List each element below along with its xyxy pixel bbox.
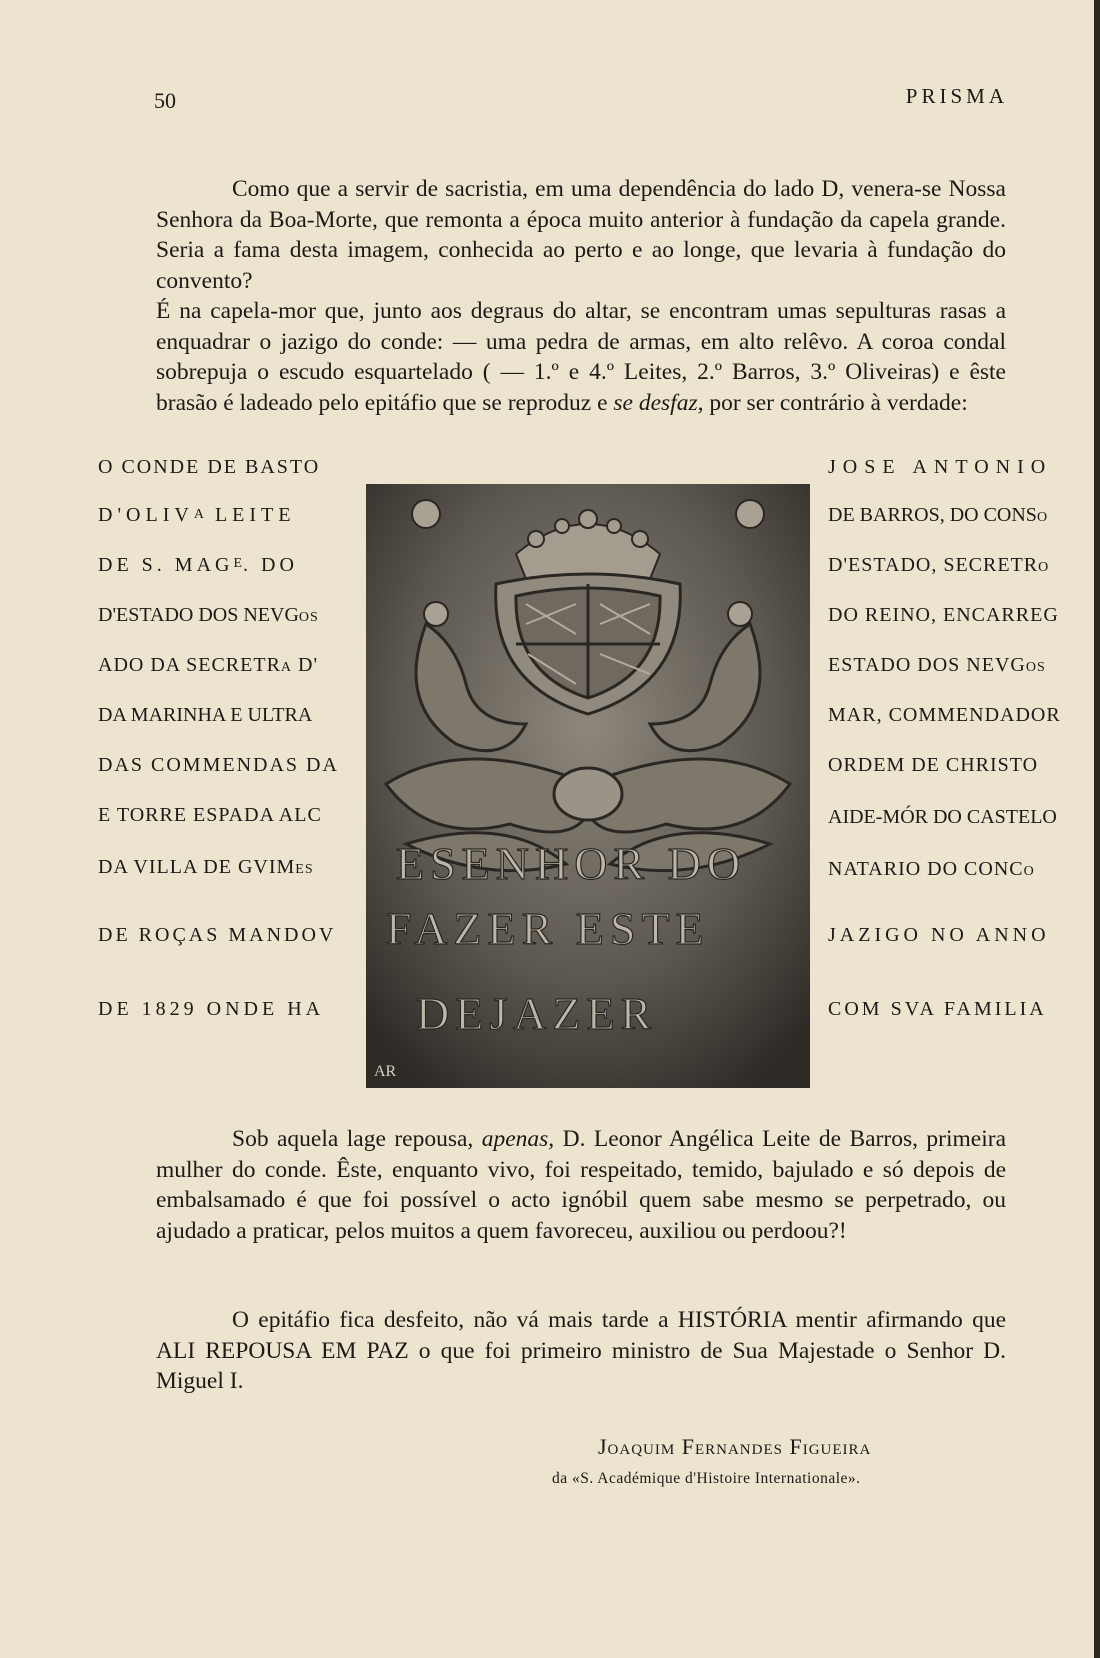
paragraph-4: O epitáfio fica desfeito, não vá mais tarde a HISTÓRIA mentir afirmando que ALI REPOUSA EM PAZ o que foi primeiro ministro de Sua Majestade o Senhor D. Miguel I. <box>156 1307 1006 1394</box>
paragraph-2-end: por ser contrário à verdade: <box>703 389 968 416</box>
page-number: 50 <box>154 88 176 113</box>
epitaph-right-line: MAR, COMMENDADOR <box>828 704 1061 726</box>
epitaph-right-line: AIDE-MÓR DO CASTELO <box>828 806 1057 828</box>
paragraph-1 <box>156 174 1006 418</box>
paragraph-3-italic: apenas, <box>481 1126 555 1152</box>
epitaph-right-line: JOSE ANTONIO <box>828 456 1053 478</box>
epitaph-left-line: DE S. $MAG^E$. DO <box>98 554 298 576</box>
epitaph-right-line: ORDEM DE CHRISTO <box>828 754 1039 776</box>
paragraph-1-text: Como que a servir de sacristia, em uma dependência do lado D, venera-se Nossa Senhora da Boa-Morte, que remonta a época muito anterior à fundação da capela grande. Seria a fama desta imagem, conhecida ao perto e ao longe, que levaria à fundação do convento? <box>156 176 1006 294</box>
paragraph-2-italic: se desfaz, <box>613 389 704 416</box>
epitaph-left-line: DE ROÇAS MANDOV <box>98 924 337 946</box>
epitaph-right-line: JAZIGO NO ANNO <box>828 924 1050 946</box>
epitaph-left-line: DA MARINHA E ULTRA <box>98 704 313 726</box>
epitaph-right-line: D'ESTADO, SECRETRO <box>828 554 1050 576</box>
page-edge <box>1094 0 1100 1658</box>
paragraph-3: Sob aquela lage repousa, apenas, D. Leonor Angélica Leite de Barros, primeira mulher do conde. Êste, enquanto vivo, foi respeitado, temido, bajulado e só depois de embalsamado é que foi possível o acto ignóbil quem sabe mesmo se perpetrado, ou ajudado a praticar, pelos muitos a quem favoreceu, auxiliou ou perdoou?! <box>156 1126 1006 1244</box>
stone-inscription-line: FAZER ESTE <box>386 903 710 954</box>
epitaph-left-line: DAS COMMENDAS DA <box>98 754 339 776</box>
author-affiliation: da «S. Académique d'Histoire Internationale». <box>552 1470 861 1487</box>
epitaph-right-line: DE BARROS, DO CONSO <box>828 504 1049 526</box>
epitaph-left-line: D'OLIVA LEITE <box>98 504 296 526</box>
epitaph-left-line: ADO DA SECRETRA D' <box>98 654 319 676</box>
epitaph-right-line: NATARIO DO CONCO <box>828 858 1035 880</box>
tombstone-illustration <box>366 484 810 1088</box>
tombstone-photo <box>366 484 810 1088</box>
stone-inscription-line: DEJAZER <box>416 988 658 1039</box>
author-signature: Joaquim Fernandes Figueira <box>598 1434 872 1459</box>
epitaph-left-line: DE 1829 ONDE HA <box>98 998 325 1020</box>
stone-inscription-line: ESENHOR DO <box>396 838 747 889</box>
epitaph-left-line: DA VILLA DE GVIMES <box>98 856 314 878</box>
epitaph-left-line: E TORRE ESPADA ALC <box>98 804 322 826</box>
epitaph-left-line: D'ESTADO DOS NEVGOS <box>98 604 319 626</box>
paragraph-2-text: É na capela-mor que, junto aos degraus do altar, se encontram umas sepulturas rasas a enquadrar o jazigo do conde: — uma pedra de armas, em alto relêvo. A coroa condal sobrepuja o escudo esquartelado ( — 1.º e 4.º Leites, 2.º Barros, 3.º Oliveiras) e êste brasão é ladeado pelo epitáfio que se reproduz e <box>156 298 1006 416</box>
running-head: PRISMA <box>905 84 1008 108</box>
stone-monogram: AR <box>374 1063 397 1080</box>
epitaph-right-line: ESTADO DOS NEVGOS <box>828 654 1046 676</box>
epitaph-left-line: O CONDE DE BASTO <box>98 456 321 478</box>
epitaph-right-line: DO REINO, ENCARREG <box>828 604 1059 626</box>
epitaph-right-line: COM SVA FAMILIA <box>828 998 1047 1020</box>
